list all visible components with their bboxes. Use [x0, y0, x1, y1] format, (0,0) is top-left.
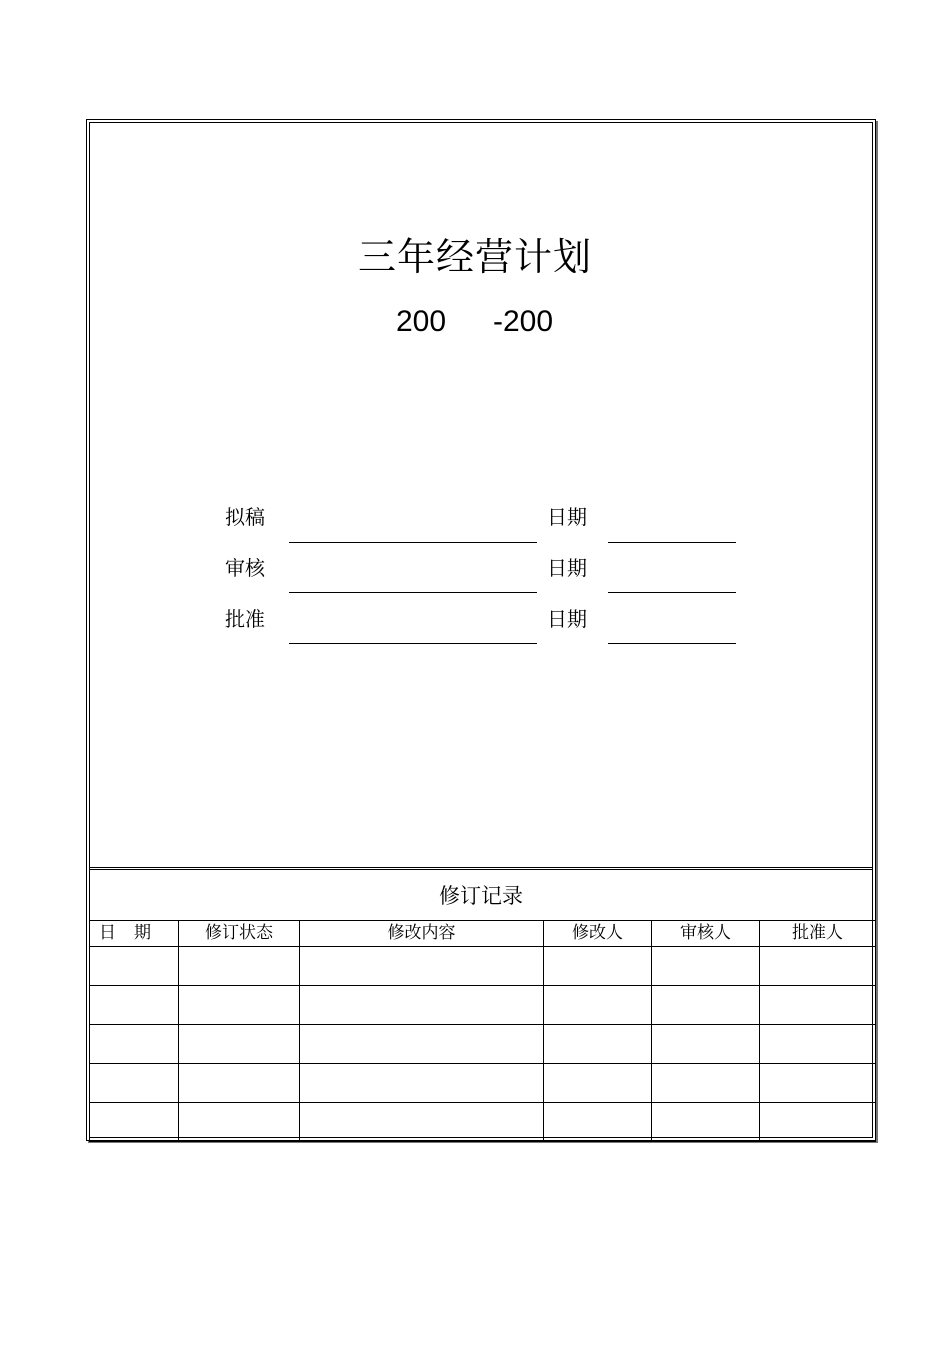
- table-cell[interactable]: [90, 1064, 179, 1103]
- reviewer-date-label: 日期: [547, 556, 587, 580]
- document-title: 三年经营计划: [357, 235, 592, 279]
- table-cell[interactable]: [179, 1103, 300, 1142]
- table-row: [90, 947, 876, 986]
- revision-header-row: [90, 921, 876, 947]
- table-cell[interactable]: [90, 986, 179, 1025]
- table-cell[interactable]: [179, 947, 300, 986]
- table-cell[interactable]: [652, 947, 760, 986]
- table-row: [90, 1064, 876, 1103]
- reviewer-label: 审核: [225, 556, 265, 580]
- table-cell[interactable]: [652, 1103, 760, 1142]
- table-cell[interactable]: [544, 1025, 652, 1064]
- revision-divider-double: [89, 869, 873, 870]
- table-cell[interactable]: [652, 986, 760, 1025]
- table-cell[interactable]: [544, 1103, 652, 1142]
- approver-signature-line[interactable]: [289, 643, 537, 644]
- revision-title: 修订记录: [439, 884, 523, 908]
- table-cell[interactable]: [90, 1025, 179, 1064]
- col-revision-content: 修改内容: [300, 921, 544, 947]
- table-row: [90, 986, 876, 1025]
- year-end: -200: [493, 305, 554, 338]
- approver-date-line[interactable]: [608, 643, 736, 644]
- table-cell[interactable]: [652, 1064, 760, 1103]
- table-cell[interactable]: [90, 1103, 179, 1142]
- table-cell[interactable]: [300, 1103, 544, 1142]
- revision-table: [89, 920, 876, 1142]
- table-cell[interactable]: [300, 986, 544, 1025]
- table-cell[interactable]: [760, 1064, 876, 1103]
- drafter-date-label: 日期: [547, 505, 587, 529]
- table-cell[interactable]: [300, 1025, 544, 1064]
- revision-divider: [89, 867, 873, 868]
- reviewer-signature-line[interactable]: [289, 592, 537, 593]
- reviewer-date-line[interactable]: [608, 592, 736, 593]
- table-cell[interactable]: [760, 947, 876, 986]
- table-cell[interactable]: [179, 1064, 300, 1103]
- table-cell[interactable]: [179, 986, 300, 1025]
- drafter-signature-line[interactable]: [289, 542, 537, 543]
- col-modifier: 修改人: [544, 921, 652, 947]
- drafter-date-line[interactable]: [608, 542, 736, 543]
- table-cell[interactable]: [300, 1064, 544, 1103]
- table-row: [90, 1025, 876, 1064]
- approver-date-label: 日期: [547, 607, 587, 631]
- table-cell[interactable]: [90, 947, 179, 986]
- table-row: [90, 1103, 876, 1142]
- table-cell[interactable]: [760, 1025, 876, 1064]
- table-cell[interactable]: [652, 1025, 760, 1064]
- table-cell[interactable]: [300, 947, 544, 986]
- year-start: 200: [396, 305, 447, 338]
- col-revision-status: 修订状态: [179, 921, 300, 947]
- approver-label: 批准: [225, 607, 265, 631]
- table-cell[interactable]: [544, 986, 652, 1025]
- drafter-label: 拟稿: [225, 505, 265, 529]
- col-date: 日期: [90, 921, 179, 947]
- table-cell[interactable]: [179, 1025, 300, 1064]
- col-reviewer: 审核人: [652, 921, 760, 947]
- table-cell[interactable]: [760, 986, 876, 1025]
- col-approver: 批准人: [760, 921, 876, 947]
- table-cell[interactable]: [544, 1064, 652, 1103]
- table-cell[interactable]: [760, 1103, 876, 1142]
- table-cell[interactable]: [544, 947, 652, 986]
